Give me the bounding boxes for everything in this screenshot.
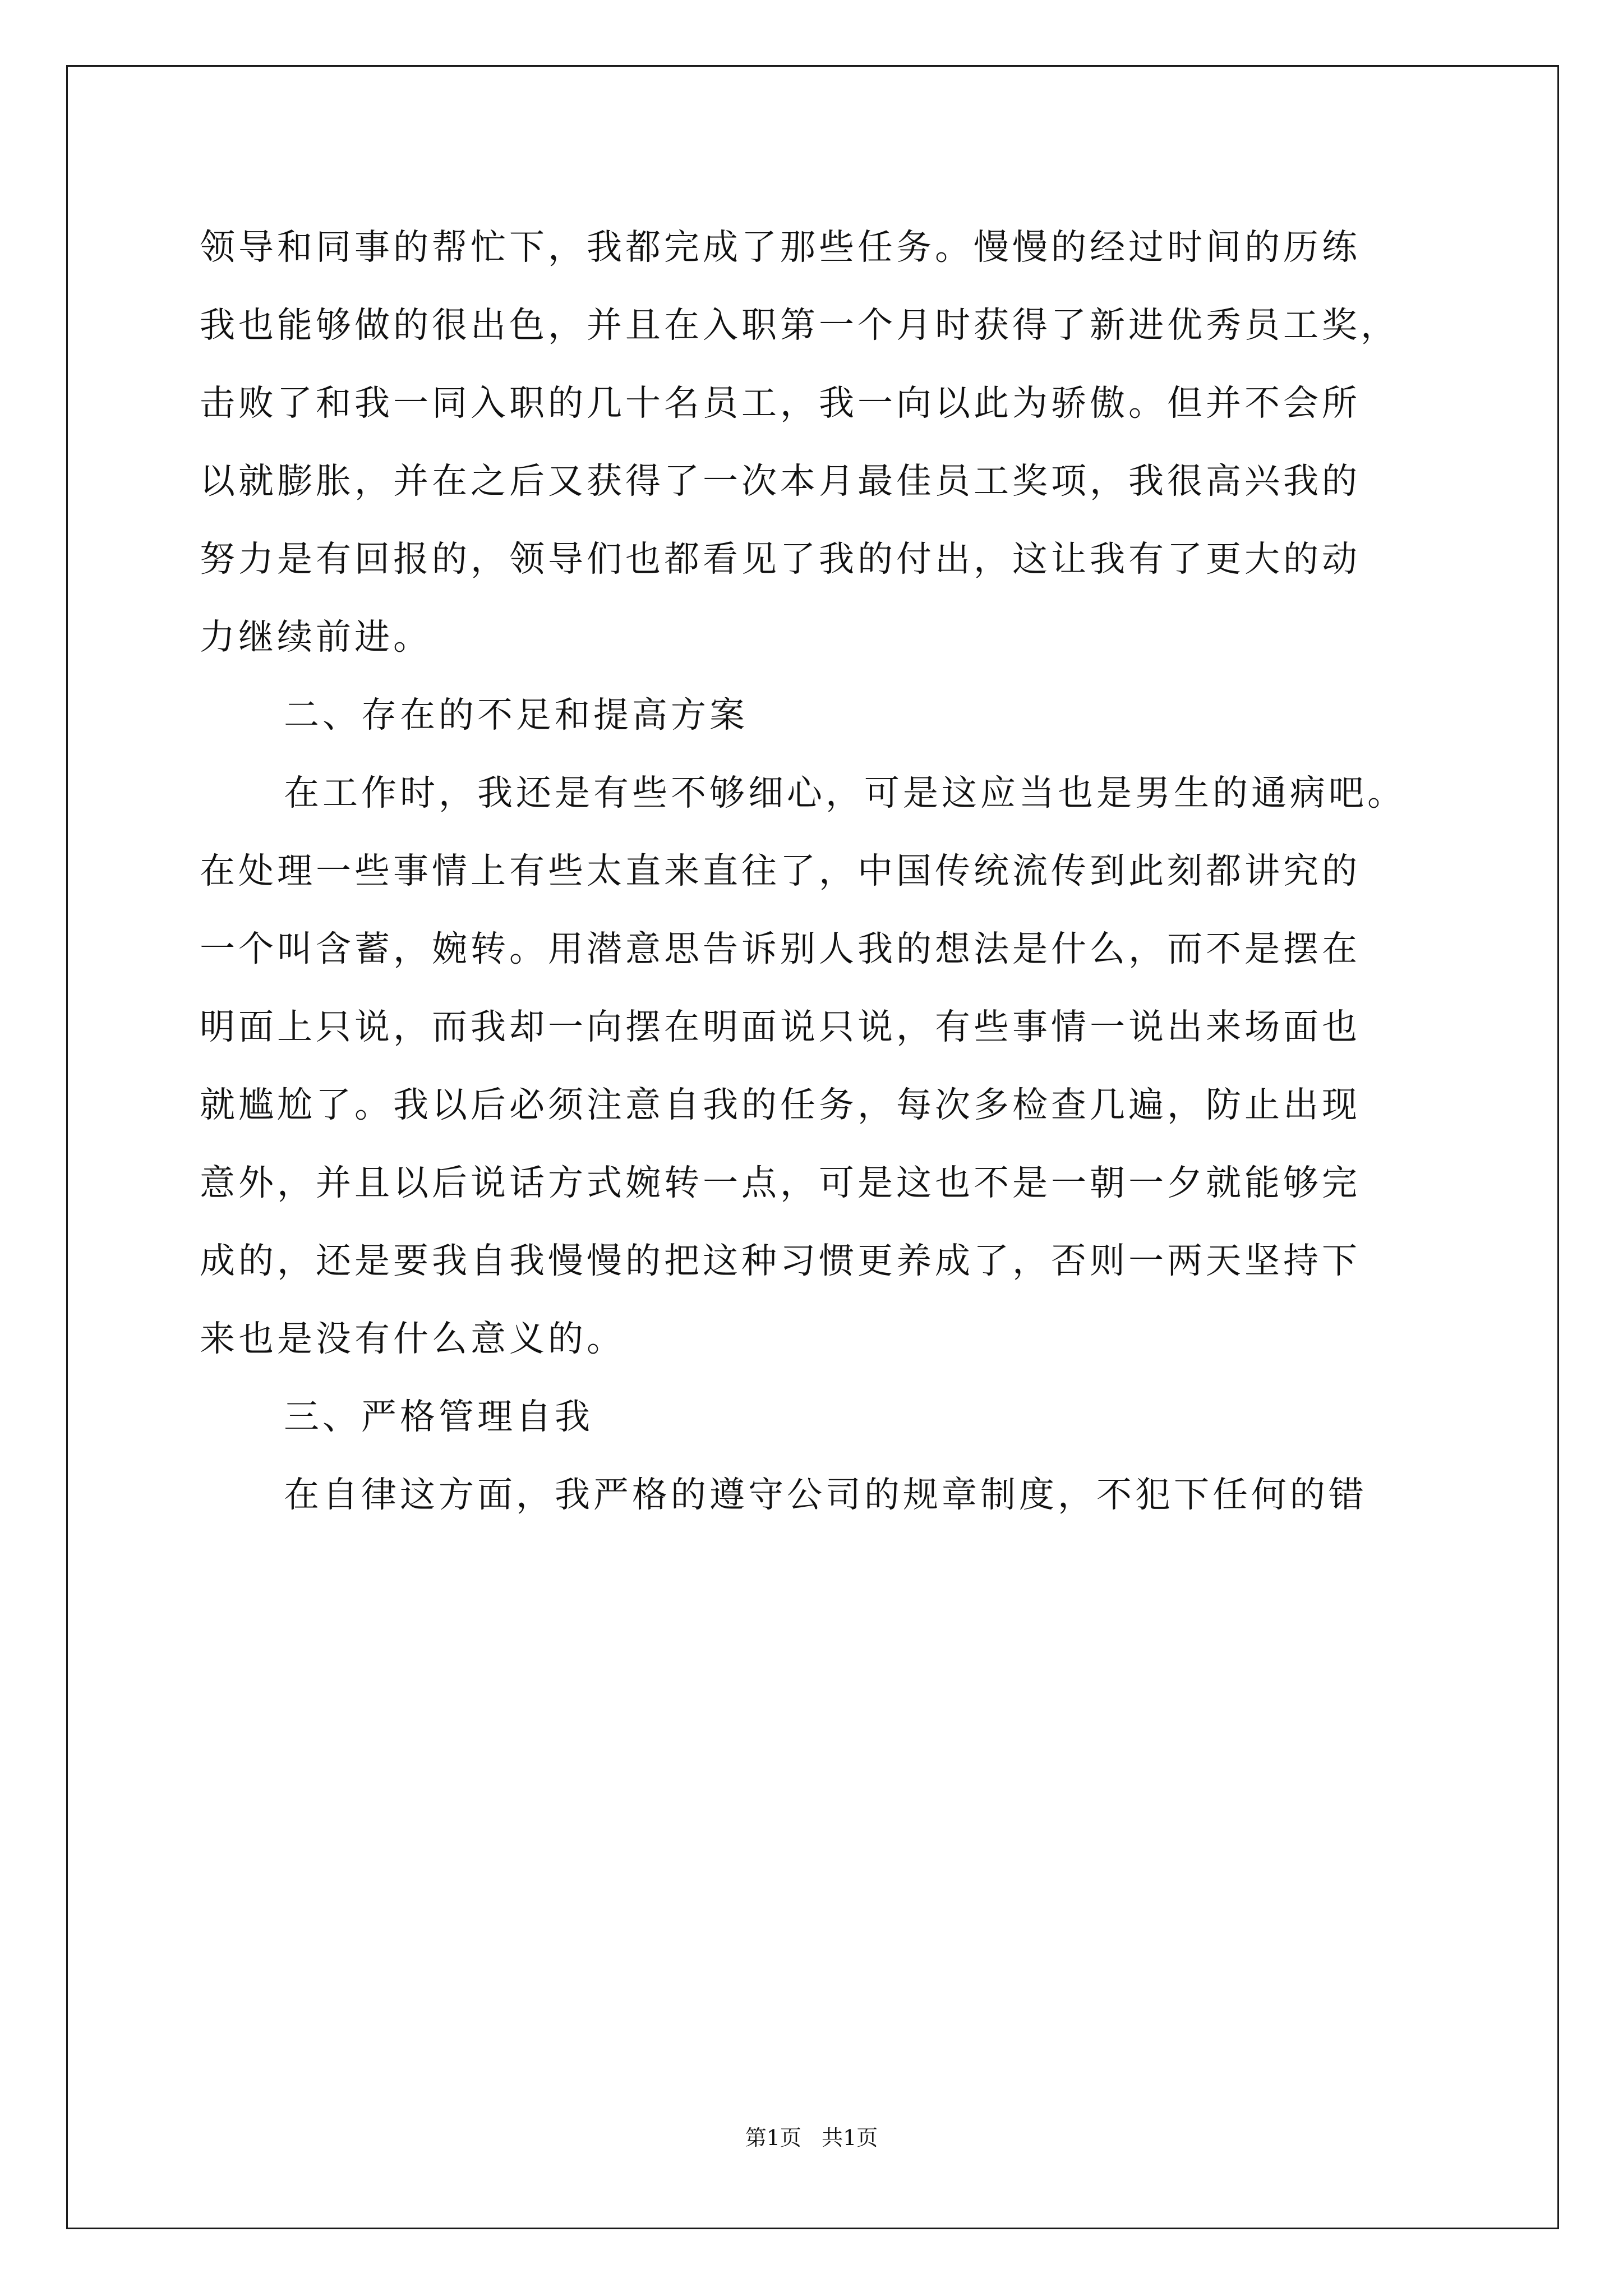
text-line: 意外，并且以后说话方式婉转一点，可是这也不是一朝一夕就能够完 — [200, 1162, 1361, 1203]
text-line: 来也是没有什么意义的。 — [200, 1318, 625, 1359]
section-heading: 二、存在的不足和提高方案 — [284, 694, 748, 735]
text-line: 就尴尬了。我以后必须注意自我的任务，每次多检查几遍，防止出现 — [200, 1084, 1361, 1125]
text-line: 力继续前进。 — [200, 616, 432, 657]
text-line: 一个叫含蓄，婉转。用潜意思告诉别人我的想法是什么，而不是摆在 — [200, 928, 1361, 969]
text-line: 领导和同事的帮忙下，我都完成了那些任务。慢慢的经过时间的历练 — [200, 227, 1361, 268]
page-number-footer: 第1页 共1页 — [745, 2125, 878, 2150]
text-line: 在处理一些事情上有些太直来直往了，中国传统流传到此刻都讲究的 — [200, 850, 1361, 891]
text-line: 我也能够做的很出色，并且在入职第一个月时获得了新进优秀员工奖， — [200, 305, 1399, 346]
text-line: 成的，还是要我自我慢慢的把这种习惯更养成了，否则一两天坚持下 — [200, 1240, 1361, 1281]
text-line: 击败了和我一同入职的几十名员工，我一向以此为骄傲。但并不会所 — [200, 383, 1361, 424]
text-line: 努力是有回报的，领导们也都看见了我的付出，这让我有了更大的动 — [200, 539, 1361, 579]
section-heading: 三、严格管理自我 — [284, 1396, 593, 1437]
text-line: 明面上只说，而我却一向摆在明面说只说，有些事情一说出来场面也 — [200, 1006, 1361, 1047]
paragraph-first-line: 在工作时，我还是有些不够细心，可是这应当也是男生的通病吧。 — [284, 772, 1406, 813]
text-line: 以就膨胀，并在之后又获得了一次本月最佳员工奖项，我很高兴我的 — [200, 461, 1361, 501]
paragraph-first-line: 在自律这方面，我严格的遵守公司的规章制度，不犯下任何的错 — [284, 1474, 1367, 1515]
